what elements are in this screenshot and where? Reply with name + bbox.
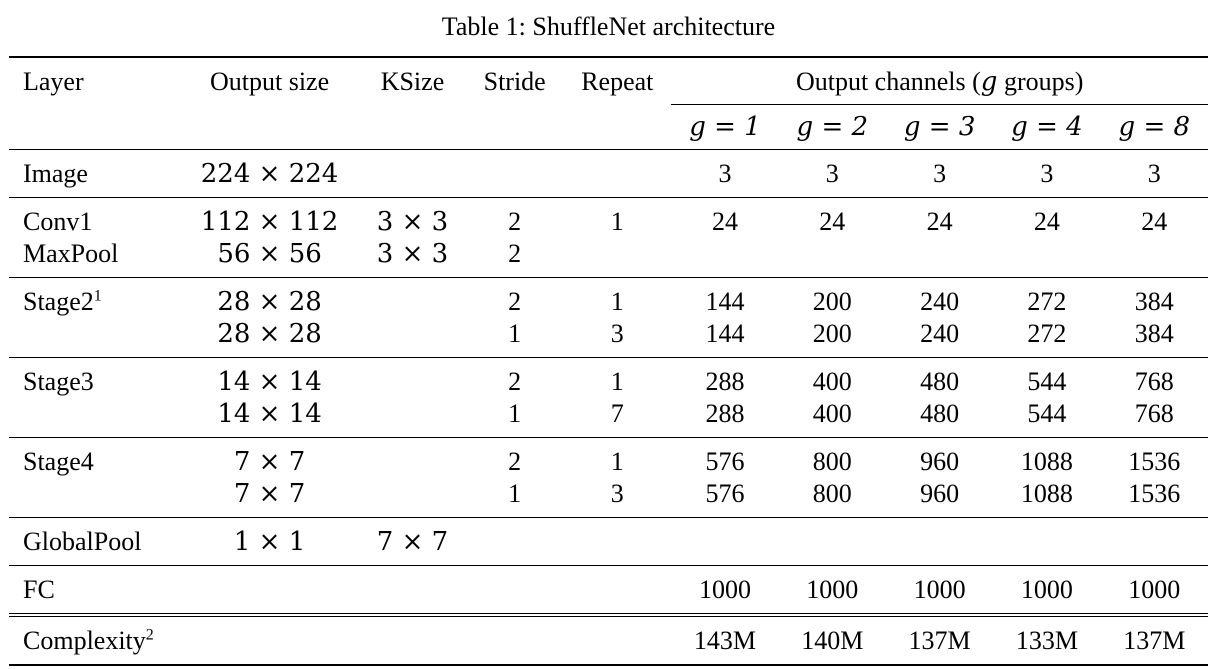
header-output-channels: [671, 57, 1208, 105]
row-channels-g8: [1101, 518, 1208, 566]
row-stride: [466, 518, 563, 566]
row-channels-g1: 576: [671, 438, 778, 479]
group-col-8: g = 8: [1118, 112, 1191, 142]
row-layer: [9, 398, 180, 438]
row-channels-g4: [993, 518, 1100, 566]
header-output-channels-label: Output channels (: [795, 67, 981, 96]
row-channels-g4: 272: [1027, 319, 1067, 348]
row-output-size: 7 × 7: [233, 479, 306, 509]
row-output-size: 28 × 28: [180, 278, 359, 319]
table-row: [9, 438, 1208, 479]
row-layer: [9, 318, 180, 358]
row-stride: [466, 566, 563, 616]
row-channels-g8: 137M: [1101, 615, 1208, 665]
row-channels-g1: 24: [671, 198, 778, 239]
table-row: [9, 518, 1208, 566]
group-col-1: g = 1: [689, 112, 761, 142]
row-channels-g3: 137M: [886, 615, 993, 665]
table-row: [9, 198, 1208, 239]
row-stride: 2: [466, 278, 563, 319]
row-channels-g3: [886, 518, 993, 566]
row-layer-name: Complexity: [23, 626, 146, 655]
row-ksize: [359, 566, 466, 616]
row-layer: [9, 478, 180, 518]
row-stride: 2: [466, 438, 563, 479]
row-ksize: [359, 398, 466, 438]
row-channels-g1: 576: [705, 479, 745, 508]
row-channels-g8: 768: [1134, 399, 1174, 428]
row-channels-g1: 288: [671, 358, 778, 399]
row-channels-g8: 1536: [1101, 438, 1208, 479]
row-layer: Conv1: [9, 198, 180, 239]
row-stride: 1: [508, 399, 522, 428]
header-repeat: Repeat: [563, 57, 671, 105]
row-channels-g2: 800: [779, 438, 886, 479]
row-output-size: 14 × 14: [217, 399, 322, 429]
row-stride: 2: [466, 358, 563, 399]
row-stride: [466, 615, 563, 665]
table-row: [9, 278, 1208, 319]
group-col-4: g = 4: [1011, 112, 1083, 142]
row-channels-g3: 1000: [886, 566, 993, 616]
row-channels-g3: 960: [886, 438, 993, 479]
group-col-2: g = 2: [796, 112, 869, 142]
row-output-size: [180, 615, 359, 665]
row-stride: 1: [508, 319, 522, 348]
table-row: [9, 150, 1208, 198]
row-stride: [466, 150, 563, 198]
row-channels-g2: 400: [779, 358, 886, 399]
row-channels-g3: 24: [886, 198, 993, 239]
row-channels-g1: 288: [705, 399, 745, 428]
row-channels-g4: 1088: [993, 438, 1100, 479]
architecture-table: [9, 56, 1208, 666]
group-col-3: g = 3: [903, 112, 976, 142]
row-layer: Image: [9, 150, 180, 198]
row-channels-g8: [1101, 238, 1208, 278]
header-row: [9, 57, 1208, 105]
table-row: [9, 478, 1208, 518]
row-ksize: 3 × 3: [376, 239, 449, 269]
footnote-marker: 1: [93, 287, 102, 305]
row-layer: GlobalPool: [9, 518, 180, 566]
row-repeat: [563, 566, 671, 616]
row-channels-g2: 1000: [779, 566, 886, 616]
header-ksize: KSize: [359, 57, 466, 105]
row-channels-g4: 24: [993, 198, 1100, 239]
row-channels-g1: 144: [671, 278, 778, 319]
row-repeat: [563, 518, 671, 566]
row-stride: 2: [466, 198, 563, 239]
footnote-marker: 2: [145, 626, 154, 644]
row-channels-g8: 384: [1101, 278, 1208, 319]
row-channels-g8: 384: [1134, 319, 1174, 348]
table-row: [9, 615, 1208, 665]
row-repeat: 7: [610, 399, 624, 428]
group-header-row: [9, 105, 1208, 150]
row-channels-g1: 3: [671, 150, 778, 198]
row-channels-g4: 272: [993, 278, 1100, 319]
row-channels-g4: 1000: [993, 566, 1100, 616]
row-channels-g2: 200: [779, 278, 886, 319]
row-channels-g3: 240: [920, 319, 960, 348]
row-channels-g3: 480: [920, 399, 960, 428]
table-row: [9, 358, 1208, 399]
row-channels-g4: 544: [1027, 399, 1067, 428]
row-channels-g2: 200: [812, 319, 852, 348]
row-layer: Stage4: [9, 438, 180, 479]
row-ksize: 3 × 3: [359, 198, 466, 239]
row-channels-g8: 1536: [1128, 479, 1181, 508]
row-ksize: 7 × 7: [359, 518, 466, 566]
row-layer: FC: [9, 566, 180, 616]
row-channels-g8: 3: [1101, 150, 1208, 198]
row-repeat: [563, 615, 671, 665]
row-ksize: [359, 358, 466, 399]
row-channels-g2: 3: [779, 150, 886, 198]
row-output-size: 1 × 1: [180, 518, 359, 566]
row-channels-g4: 1088: [1020, 479, 1073, 508]
row-repeat: 1: [563, 438, 671, 479]
row-channels-g3: 3: [886, 150, 993, 198]
row-ksize: [359, 150, 466, 198]
row-output-size: [180, 566, 359, 616]
row-ksize: [359, 318, 466, 358]
row-channels-g4: [993, 238, 1100, 278]
row-output-size: 28 × 28: [217, 319, 322, 349]
row-channels-g3: 480: [886, 358, 993, 399]
row-channels-g1: [671, 518, 778, 566]
row-repeat: [563, 238, 671, 278]
table-caption: Table 1: ShuffleNet architecture: [441, 12, 776, 41]
row-channels-g1: [671, 238, 778, 278]
header-groups-suffix: groups): [997, 67, 1084, 96]
row-layer: [9, 615, 180, 665]
table-row: [9, 238, 1208, 278]
row-output-size: 7 × 7: [180, 438, 359, 479]
row-stride: 2: [508, 239, 522, 268]
row-repeat: 1: [563, 198, 671, 239]
row-channels-g8: 24: [1101, 198, 1208, 239]
row-layer: Stage3: [9, 358, 180, 399]
table-row: [9, 398, 1208, 438]
row-channels-g3: [886, 238, 993, 278]
header-layer: Layer: [9, 57, 180, 105]
row-channels-g1: 1000: [671, 566, 778, 616]
row-channels-g3: 960: [920, 479, 960, 508]
row-channels-g8: 1000: [1101, 566, 1208, 616]
row-layer-name: Stage2: [23, 287, 94, 316]
row-output-size: 112 × 112: [180, 198, 359, 239]
row-layer: MaxPool: [23, 239, 119, 268]
row-repeat: [563, 150, 671, 198]
row-output-size: 224 × 224: [180, 150, 359, 198]
row-channels-g2: 140M: [779, 615, 886, 665]
row-stride: 1: [508, 479, 522, 508]
row-ksize: [359, 478, 466, 518]
row-channels-g2: 400: [812, 399, 852, 428]
row-ksize: [359, 615, 466, 665]
row-layer: [9, 278, 180, 319]
row-repeat: 3: [610, 319, 624, 348]
row-channels-g2: 24: [779, 198, 886, 239]
row-channels-g4: 544: [993, 358, 1100, 399]
row-output-size: 56 × 56: [217, 239, 322, 269]
row-channels-g1: 143M: [671, 615, 778, 665]
row-ksize: [359, 278, 466, 319]
row-repeat: 1: [563, 278, 671, 319]
row-channels-g2: 800: [812, 479, 852, 508]
row-channels-g4: 3: [993, 150, 1100, 198]
row-ksize: [359, 438, 466, 479]
header-stride: Stride: [466, 57, 563, 105]
row-channels-g8: 768: [1101, 358, 1208, 399]
row-repeat: 1: [563, 358, 671, 399]
row-output-size: 14 × 14: [180, 358, 359, 399]
row-repeat: 3: [610, 479, 624, 508]
row-channels-g1: 144: [705, 319, 745, 348]
row-channels-g2: [779, 238, 886, 278]
row-channels-g3: 240: [886, 278, 993, 319]
table-row: [9, 566, 1208, 616]
header-output-size: Output size: [180, 57, 359, 105]
header-groups-var: g: [980, 67, 998, 97]
row-channels-g2: [779, 518, 886, 566]
row-channels-g4: 133M: [993, 615, 1100, 665]
table-row: [9, 318, 1208, 358]
